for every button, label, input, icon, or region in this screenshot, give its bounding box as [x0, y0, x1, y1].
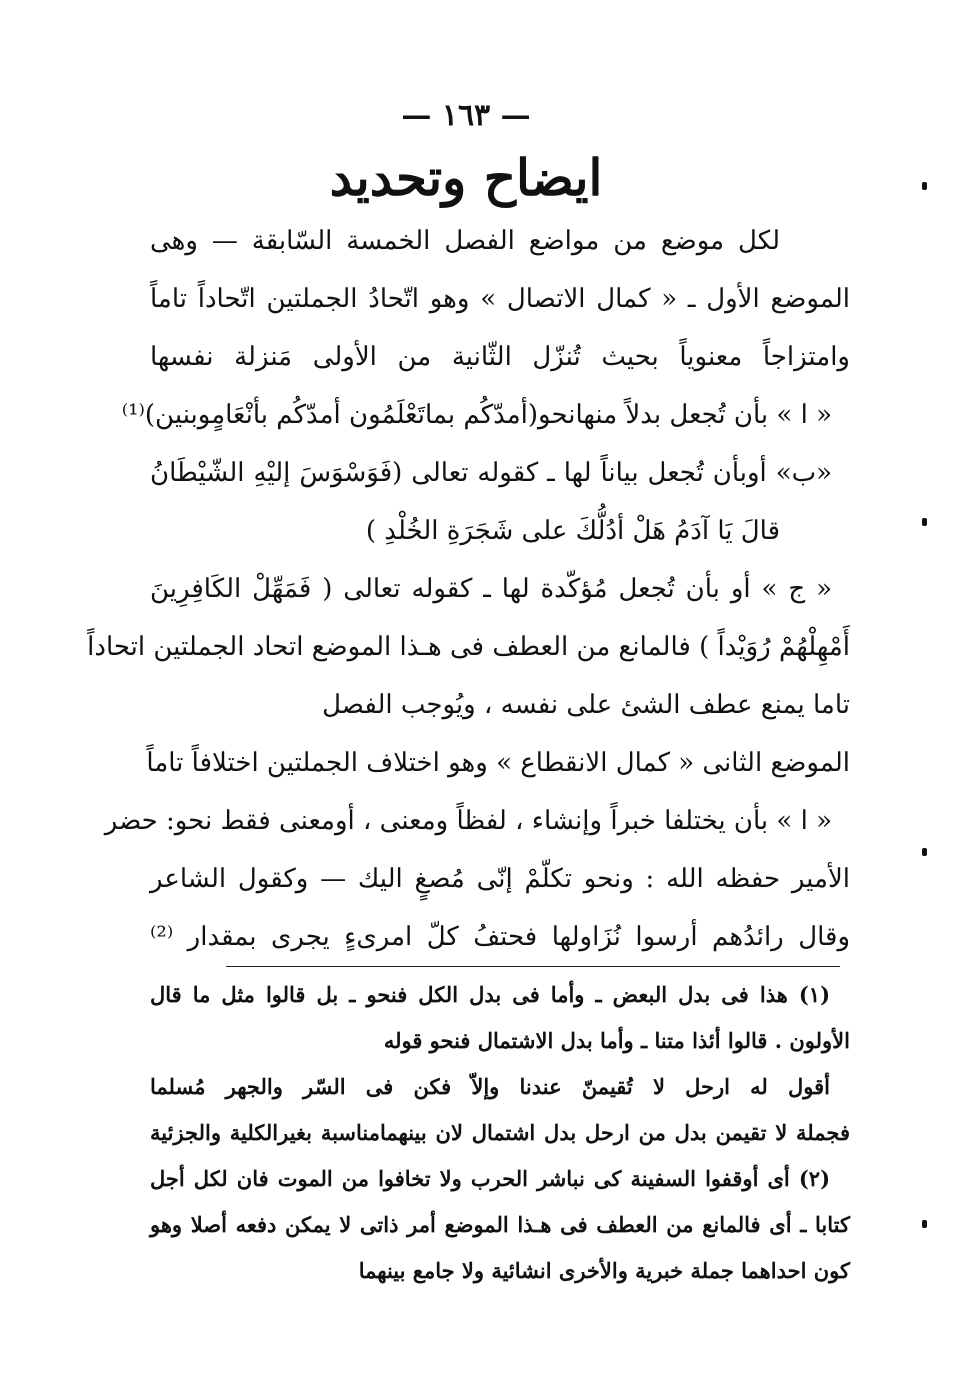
margin-mark — [922, 848, 927, 856]
body-line: لكل موضع من مواضع الفصل الخمسة السّابقة — وهى — [150, 226, 780, 256]
main-text — [87, 212, 850, 966]
body-line: تاما يمنع عطف الشئ على نفسه ، ويُوجب الفصل — [322, 690, 850, 720]
footnote-line: كون احداهما جملة خبرية والأخرى انشائية ولا جامع بينهما — [358, 1258, 850, 1283]
footnote-line: كتابا ـ أى فالمانع من العطف فى هـذا الموضع أمر ذاتى لا يمكن دفعه أصلا وهو — [150, 1212, 850, 1237]
footnote-line: (١) هذا فى بدل البعض ـ وأما فى بدل الكل فنحو ـ بل قالوا مثل ما قال — [150, 982, 830, 1007]
footnote-verse-line: أقول له ارحل لا تُقيمنّ عندنا وإلاّ فكن فى السّر والجهر مُسلما — [150, 1074, 830, 1099]
body-line: الموضع الأول ـ « كمال الاتصال » وهو اتّحادُ الجملتين اتّحاداً تاماً — [150, 284, 850, 314]
body-line: « ج » أو بأن تُجعل مُؤكّدة لها ـ كقوله تعالى ( فَمَهِّلْ الكَافِرِينَ — [150, 574, 832, 604]
verse-line: وقال رائدُهم أرسوا نُزَاولها فحتفُ كلّ امرىءٍ يجرى بمقدار ⁽²⁾ — [150, 922, 850, 952]
body-line: أَمْهِلْهُمْ رُوَيْداً ) فالمانع من العطف فى هـذا الموضع اتحاد الجملتين اتحاداً — [87, 632, 850, 662]
footnote-line: الأولون . قالوا أئذا متنا ـ وأما بدل الاشتمال فنحو قوله — [383, 1028, 850, 1053]
margin-mark — [922, 1220, 927, 1228]
body-line: « ا » بأن تُجعل بدلاً منهانحو(أمدّكُم بماتَعْلَمُون أمدّكُم بأنْعَامٍوبنين)⁽¹⁾ — [121, 400, 832, 430]
page-number: — ١٦٣ — — [401, 98, 531, 133]
margin-mark — [922, 518, 927, 526]
section-title: ايضاح وتحديد — [329, 148, 603, 207]
body-line: « ا » بأن يختلفا خبراً وإنشاء ، لفظاً ومعنى ، أومعنى فقط نحو: حضر — [104, 806, 832, 836]
footnote-divider — [226, 966, 840, 967]
margin-mark — [922, 182, 927, 190]
body-line: الموضع الثانى « كمال الانقطاع » وهو اختلاف الجملتين اختلافاً تاماً — [146, 748, 850, 778]
body-line: «ب» أوبأن تُجعل بياناً لها ـ كقوله تعالى (فَوَسْوَسَ إليْهِ الشّيْطَانُ — [150, 458, 832, 488]
footnote-line: فجملة لا تقيمن بدل من ارحل بدل اشتمال لان بينهمامناسبة بغيرالكلية والجزئية — [150, 1120, 850, 1145]
footnote-line: (٢) أى أوقفوا السفينة كى نباشر الحرب ولا تخافوا من الموت فان لكل أجل — [150, 1166, 830, 1191]
footnotes — [150, 972, 850, 1294]
body-line: الأمير حفظه الله : ونحو تكلّمْ إنّى مُصغٍ اليك — وكقول الشاعر — [150, 864, 850, 894]
body-line: قالَ يَا آدَمُ هَلْ أدُلُّكَ على شَجَرَةِ الخُلْدِ ) — [365, 516, 780, 546]
body-line: وامتزاجاً معنوياً بحيث تُنزّل الثّانية من الأولى مَنزلة نفسها — [150, 342, 850, 372]
